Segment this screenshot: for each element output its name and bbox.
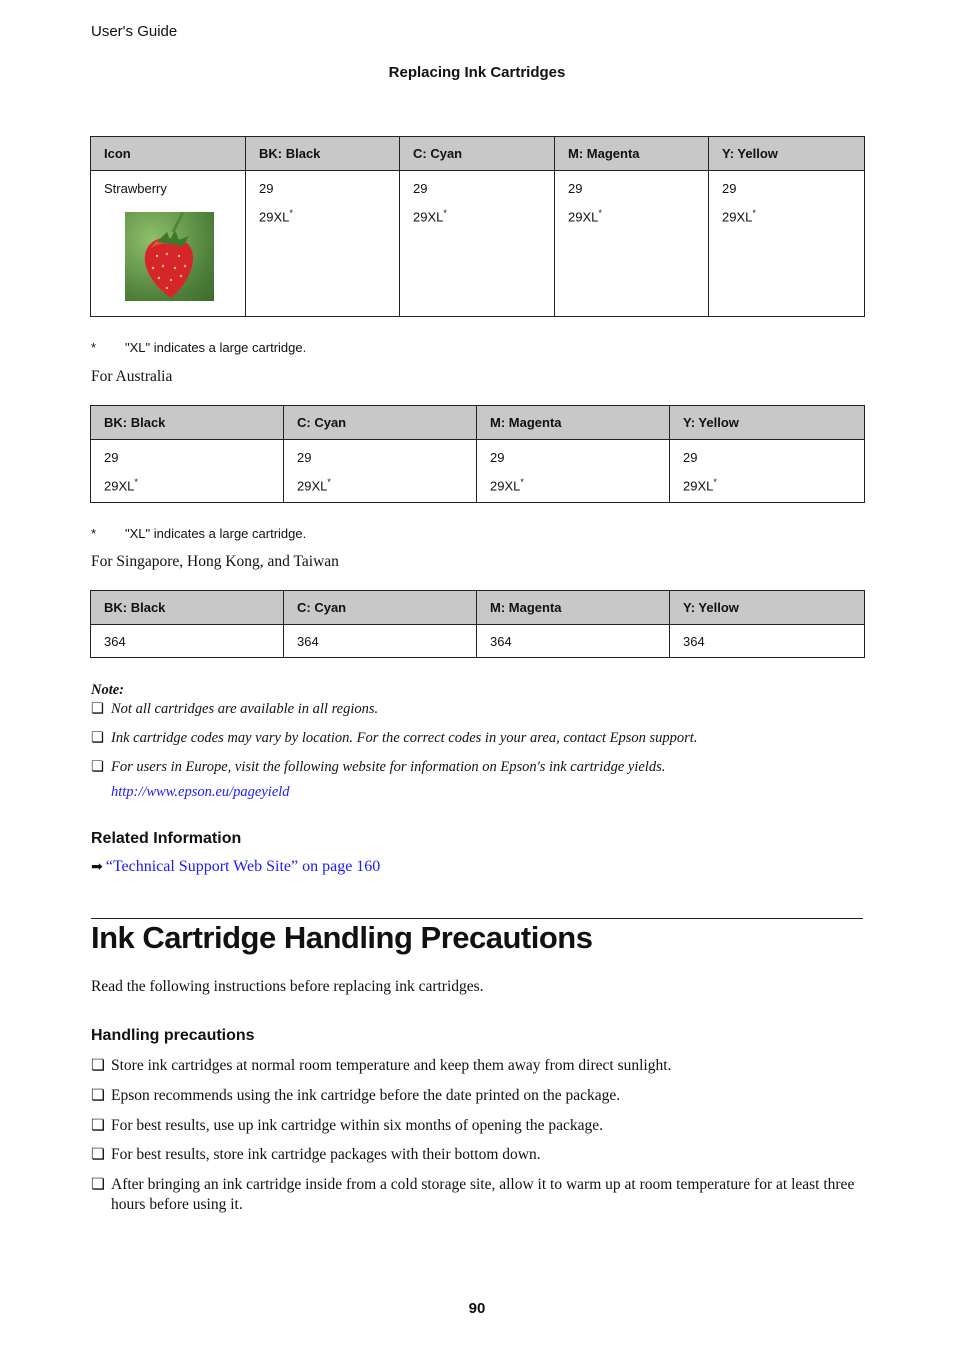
table-header-cell: C: Cyan: [284, 591, 477, 625]
table-row: [91, 171, 865, 317]
checkbox-bullet-icon: ❏: [91, 1057, 105, 1074]
table-header-cell: C: Cyan: [400, 137, 555, 171]
icon-cell: [91, 171, 246, 317]
cartridge-table-general: [90, 136, 865, 317]
footnote: * "XL" indicates a large cartridge.: [91, 340, 307, 355]
code-cell: 29 29XL*: [91, 440, 284, 503]
list-item: ❏ Epson recommends using the ink cartridge before the date printed on the package.: [91, 1087, 621, 1104]
code-cell: 364: [91, 625, 284, 658]
cartridge-table-asia: [90, 590, 865, 658]
table-header-cell: Icon: [91, 137, 246, 171]
checkbox-bullet-icon: ❏: [91, 1146, 105, 1163]
code-cell: 29 29XL*: [555, 171, 709, 317]
table-row: [91, 440, 865, 503]
note-item: ❏ For users in Europe, visit the following website for information on Epson's ink cartridge yields.: [91, 759, 666, 775]
arrow-right-icon: ➡: [91, 860, 103, 875]
icon-label: Strawberry: [104, 181, 167, 196]
handling-heading: Handling precautions: [91, 1027, 255, 1044]
table-header-cell: M: Magenta: [477, 591, 670, 625]
table-header-row: [91, 591, 865, 625]
code-cell: 29 29XL*: [284, 440, 477, 503]
note-heading: Note:: [91, 682, 125, 698]
checkbox-bullet-icon: ❏: [91, 1176, 105, 1193]
table-header-cell: Y: Yellow: [709, 137, 865, 171]
table-header-row: [91, 137, 865, 171]
guide-title: User's Guide: [91, 23, 178, 40]
table-header-cell: BK: Black: [246, 137, 400, 171]
section-title: Ink Cartridge Handling Precautions: [91, 920, 593, 955]
page-number: 90: [468, 1300, 486, 1317]
list-item: ❏ For best results, store ink cartridge packages with their bottom down.: [91, 1146, 541, 1163]
checkbox-bullet-icon: ❏: [91, 701, 104, 717]
code-cell: 364: [284, 625, 477, 658]
list-item: ❏ After bringing an ink cartridge inside from a cold storage site, allow it to warm up at room temperature for at least three hours before using it.: [91, 1176, 855, 1213]
code-cell: 29 29XL*: [477, 440, 670, 503]
section-header: Replacing Ink Cartridges: [388, 64, 566, 81]
strawberry-icon: [125, 212, 214, 301]
section-intro: Read the following instructions before replacing ink cartridges.: [91, 978, 484, 995]
list-item: ❏ Store ink cartridges at normal room temperature and keep them away from direct sunlight.: [91, 1057, 672, 1074]
pageyield-link[interactable]: http://www.epson.eu/pageyield: [111, 784, 290, 800]
table-row: [91, 625, 865, 658]
cartridge-table-australia: [90, 405, 865, 503]
checkbox-bullet-icon: ❏: [91, 759, 104, 775]
technical-support-link[interactable]: “Technical Support Web Site” on page 160: [105, 858, 381, 875]
table-header-cell: Y: Yellow: [670, 406, 865, 440]
code-cell: 364: [670, 625, 865, 658]
table-header-cell: M: Magenta: [555, 137, 709, 171]
related-heading: Related Information: [91, 830, 242, 847]
checkbox-bullet-icon: ❏: [91, 1087, 105, 1104]
code-cell: 29 29XL*: [670, 440, 865, 503]
australia-label: For Australia: [91, 368, 173, 385]
checkbox-bullet-icon: ❏: [91, 730, 104, 746]
code-cell: 29 29XL*: [246, 171, 400, 317]
table-header-cell: Y: Yellow: [670, 591, 865, 625]
note-item: ❏ Not all cartridges are available in all regions.: [91, 701, 379, 717]
asia-label: For Singapore, Hong Kong, and Taiwan: [91, 553, 339, 570]
code-cell: 29 29XL*: [400, 171, 555, 317]
code-cell: 364: [477, 625, 670, 658]
table-header-cell: C: Cyan: [284, 406, 477, 440]
section-divider: [91, 918, 863, 919]
code-cell: 29 29XL*: [709, 171, 865, 317]
related-link-item: [91, 858, 380, 876]
footnote: * "XL" indicates a large cartridge.: [91, 526, 307, 541]
checkbox-bullet-icon: ❏: [91, 1117, 105, 1134]
table-header-cell: BK: Black: [91, 406, 284, 440]
table-header-cell: BK: Black: [91, 591, 284, 625]
table-header-row: [91, 406, 865, 440]
note-item: ❏ Ink cartridge codes may vary by location. For the correct codes in your area, contact Epson support.: [91, 730, 698, 746]
table-header-cell: M: Magenta: [477, 406, 670, 440]
list-item: ❏ For best results, use up ink cartridge within six months of opening the package.: [91, 1117, 604, 1134]
